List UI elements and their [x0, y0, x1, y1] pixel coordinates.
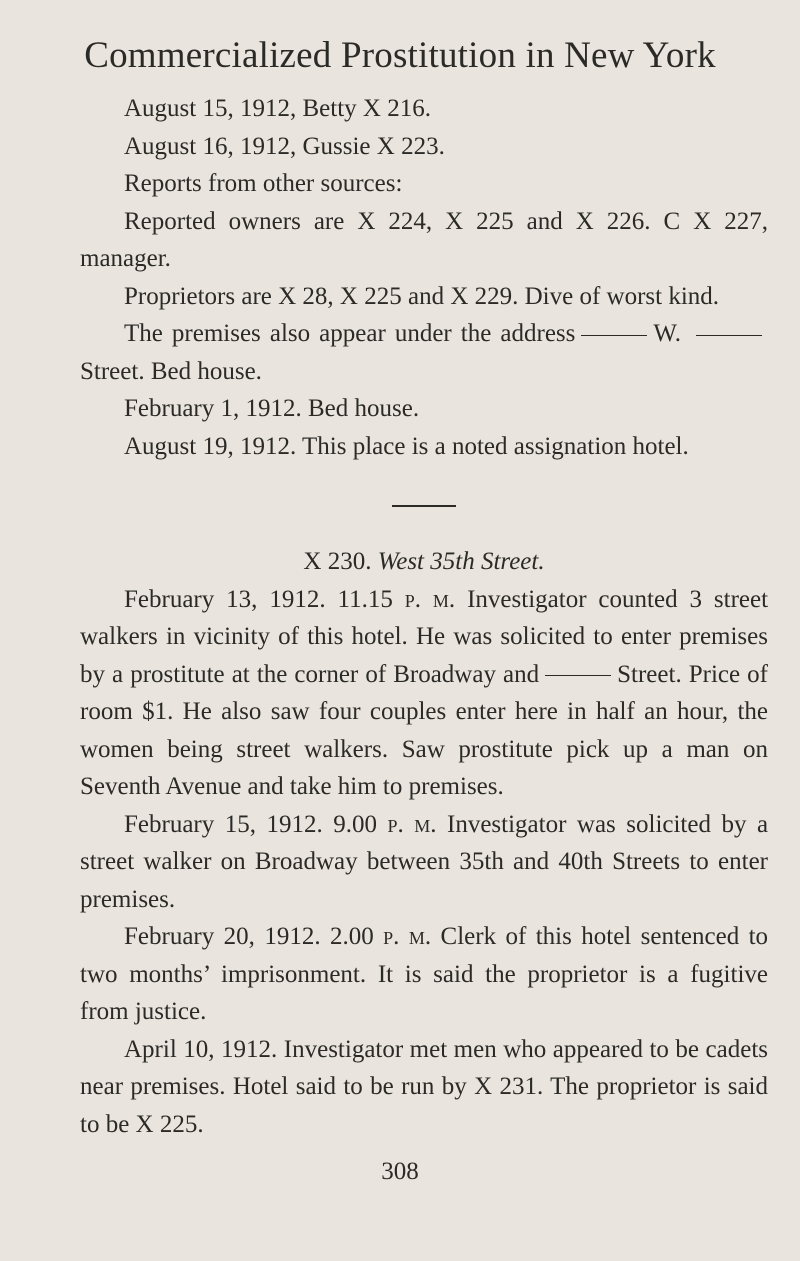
paragraph-text: Investigator counted 3 street walkers in vicinity of this hotel. He was solicited to enter premises by a prostitute at the corner of Broadway and — [80, 585, 769, 688]
paragraph: Proprietors are X 28, X 225 and X 229. Dive of worst kind. — [124, 282, 720, 310]
omission-dash — [545, 675, 611, 676]
paragraph-text: Investigator was solicited by a street walker on Broadway between 35th and 40th Streets to enter premises. — [80, 810, 769, 913]
paragraph: April 10, 1912. Investigator met men who appeared to be cadets near premises. Hotel said to be run by X 231. The proprietor is said to be X 225. — [80, 1035, 768, 1138]
paragraph — [80, 806, 768, 919]
page-number: 308 — [381, 1158, 419, 1185]
entry-street: West 35th Street. — [377, 548, 545, 575]
paragraph — [80, 918, 768, 1031]
entry-ampm: p. m. — [404, 585, 456, 613]
entry-time: 9.00 — [333, 810, 377, 838]
entry-date: February 13, 1912. — [124, 585, 326, 613]
entry-date: February 20, 1912. — [124, 923, 321, 950]
entry-ampm: p. m. — [383, 923, 432, 950]
paragraph: August 16, 1912, Gussie X 223. — [124, 132, 445, 160]
paragraph-text: The premises also appear under the address — [124, 320, 576, 347]
entry-date: February 15, 1912. — [124, 810, 323, 838]
paragraph: February 1, 1912. Bed house. — [124, 395, 420, 422]
section-divider — [392, 505, 456, 507]
paragraph-text: W. — [653, 320, 681, 347]
paragraph: Reports from other sources: — [124, 170, 403, 197]
paragraph: August 19, 1912. This place is a noted assignation hotel. — [124, 432, 689, 460]
paragraph-text: Clerk of this hotel sentenced to two months’ imprisonment. It is said the proprietor is a fugitive from justice. — [80, 923, 769, 1025]
paragraph: August 15, 1912, Betty X 216. — [124, 95, 431, 122]
entry-heading — [80, 543, 768, 581]
paragraph: Reported owners are X 224, X 225 and X 226. C X 227, manager. — [80, 207, 768, 272]
entry-time: 11.15 — [337, 585, 393, 613]
body-text — [80, 90, 768, 1143]
paragraph — [80, 581, 768, 806]
paragraph — [80, 315, 768, 390]
omission-dash — [581, 335, 647, 336]
entry-number: X 230. — [303, 548, 372, 575]
entry-time: 2.00 — [330, 923, 374, 950]
omission-dash — [696, 335, 762, 336]
paragraph-text: Street. Price of room $1. He also saw four couples enter here in half an hour, the women being street walkers. Saw prostitute pick up a man on Seventh Avenue and take him to premises. — [80, 660, 769, 800]
running-title: Commercialized Prostitution in New York — [84, 35, 716, 76]
entry-ampm: p. m. — [387, 810, 437, 838]
paragraph-text: Street. Bed house. — [80, 357, 262, 385]
